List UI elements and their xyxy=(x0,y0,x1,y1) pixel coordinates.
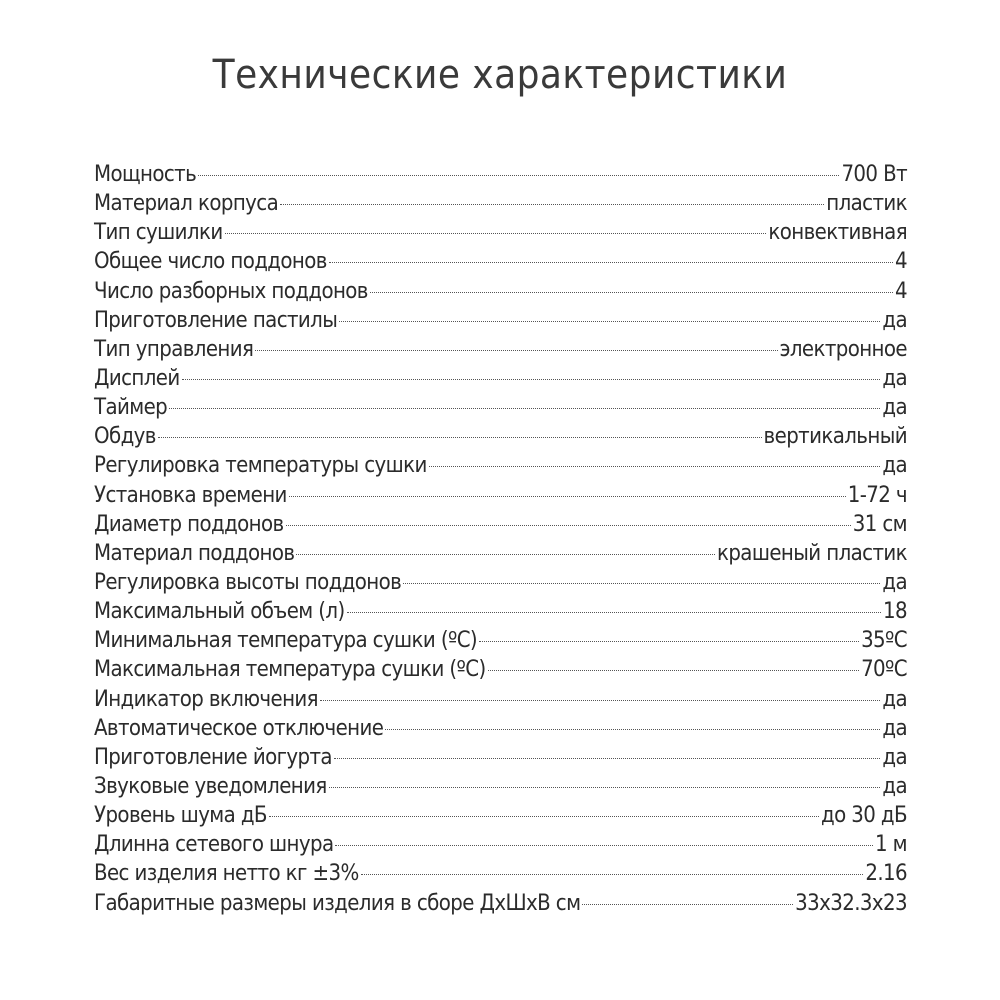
spec-value: да xyxy=(882,686,907,712)
dot-leader xyxy=(198,175,839,176)
spec-label: Тип управления xyxy=(94,336,254,362)
spec-value: 33х32.3х23 xyxy=(795,890,907,916)
spec-row xyxy=(94,685,907,714)
spec-label: Вес изделия нетто кг ±3% xyxy=(94,861,359,887)
spec-label: Максимальная температура сушки (ºC) xyxy=(94,657,486,683)
spec-label: Мощность xyxy=(94,162,197,187)
spec-value: до 30 дБ xyxy=(820,803,907,829)
dot-leader xyxy=(334,758,880,759)
spec-label: Уровень шума дБ xyxy=(94,803,267,829)
spec-value: да xyxy=(882,395,907,421)
spec-label: Обдув xyxy=(94,424,156,450)
spec-label: Диаметр поддонов xyxy=(94,511,284,537)
spec-row xyxy=(94,247,907,276)
spec-label: Максимальный объем (л) xyxy=(94,599,345,625)
spec-row xyxy=(94,393,907,422)
spec-row xyxy=(94,714,907,743)
spec-row xyxy=(94,364,907,393)
spec-value: крашеный пластик xyxy=(716,540,907,566)
spec-row xyxy=(94,160,907,189)
spec-row xyxy=(94,801,907,830)
spec-label: Регулировка высоты поддонов xyxy=(94,569,402,595)
spec-row xyxy=(94,189,907,218)
dot-leader xyxy=(385,729,880,730)
dot-leader xyxy=(269,816,819,817)
dot-leader xyxy=(225,233,767,234)
spec-value: 1-72 ч xyxy=(847,482,907,508)
spec-value: да xyxy=(882,365,907,391)
spec-value: 700 Вт xyxy=(841,162,907,187)
dot-leader xyxy=(347,612,881,613)
spec-value: да xyxy=(882,744,907,770)
spec-value: да xyxy=(882,715,907,741)
spec-value: электронное xyxy=(779,336,907,362)
spec-label: Приготовление пастилы xyxy=(94,307,338,333)
spec-value: 31 см xyxy=(852,511,907,537)
spec-value: 70ºC xyxy=(861,657,907,683)
spec-label: Таймер xyxy=(94,395,168,421)
dot-leader xyxy=(370,292,893,293)
dot-leader xyxy=(479,641,859,642)
spec-row xyxy=(94,889,907,918)
dot-leader xyxy=(280,204,824,205)
spec-value: конвективная xyxy=(768,220,907,246)
spec-label: Общее число поддонов xyxy=(94,249,327,275)
dot-leader xyxy=(429,466,881,467)
dot-leader xyxy=(329,262,893,263)
spec-label: Дисплей xyxy=(94,365,180,391)
dot-leader xyxy=(182,379,881,380)
spec-row xyxy=(94,335,907,364)
spec-row xyxy=(94,830,907,859)
dot-leader xyxy=(286,525,851,526)
spec-row xyxy=(94,597,907,626)
spec-value: 35ºC xyxy=(861,628,907,654)
spec-row xyxy=(94,655,907,684)
dot-leader xyxy=(158,437,762,438)
dot-leader xyxy=(403,583,880,584)
dot-leader xyxy=(169,408,880,409)
dot-leader xyxy=(296,554,715,555)
dot-leader xyxy=(488,670,859,671)
dot-leader xyxy=(289,496,846,497)
dot-leader xyxy=(335,845,873,846)
spec-list xyxy=(94,160,907,918)
spec-value: 4 xyxy=(895,249,907,275)
dot-leader xyxy=(361,874,864,875)
spec-row xyxy=(94,568,907,597)
spec-row xyxy=(94,626,907,655)
spec-value: 18 xyxy=(883,599,907,625)
dot-leader xyxy=(329,787,881,788)
dot-leader xyxy=(339,321,880,322)
spec-row xyxy=(94,277,907,306)
spec-value: 4 xyxy=(895,278,907,304)
dot-leader xyxy=(320,700,880,701)
spec-row xyxy=(94,859,907,888)
spec-row xyxy=(94,539,907,568)
spec-row xyxy=(94,218,907,247)
spec-value: да xyxy=(882,453,907,479)
spec-label: Звуковые уведомления xyxy=(94,773,327,799)
spec-row xyxy=(94,422,907,451)
spec-label: Минимальная температура сушки (ºC) xyxy=(94,628,478,654)
spec-value: 1 м xyxy=(874,832,907,858)
spec-label: Число разборных поддонов xyxy=(94,278,368,304)
spec-label: Габаритные размеры изделия в сборе ДхШхВ см xyxy=(94,890,581,916)
spec-label: Материал корпуса xyxy=(94,191,279,217)
spec-row xyxy=(94,510,907,539)
spec-label: Тип сушилки xyxy=(94,220,223,246)
spec-value: да xyxy=(882,569,907,595)
page-title: Технические характеристики xyxy=(212,52,788,98)
spec-value: 2.16 xyxy=(865,861,907,887)
spec-row xyxy=(94,772,907,801)
spec-value: да xyxy=(882,307,907,333)
spec-label: Регулировка температуры сушки xyxy=(94,453,427,479)
spec-row xyxy=(94,306,907,335)
dot-leader xyxy=(582,904,793,905)
spec-label: Приготовление йогурта xyxy=(94,744,332,770)
spec-row xyxy=(94,481,907,510)
dot-leader xyxy=(255,350,777,351)
spec-row xyxy=(94,743,907,772)
spec-label: Автоматическое отключение xyxy=(94,715,384,741)
spec-label: Длинна сетевого шнура xyxy=(94,832,334,858)
spec-value: да xyxy=(882,773,907,799)
spec-label: Материал поддонов xyxy=(94,540,295,566)
spec-value: вертикальный xyxy=(763,424,907,450)
spec-label: Индикатор включения xyxy=(94,686,318,712)
spec-label: Установка времени xyxy=(94,482,287,508)
spec-row xyxy=(94,451,907,480)
spec-value: пластик xyxy=(826,191,907,217)
